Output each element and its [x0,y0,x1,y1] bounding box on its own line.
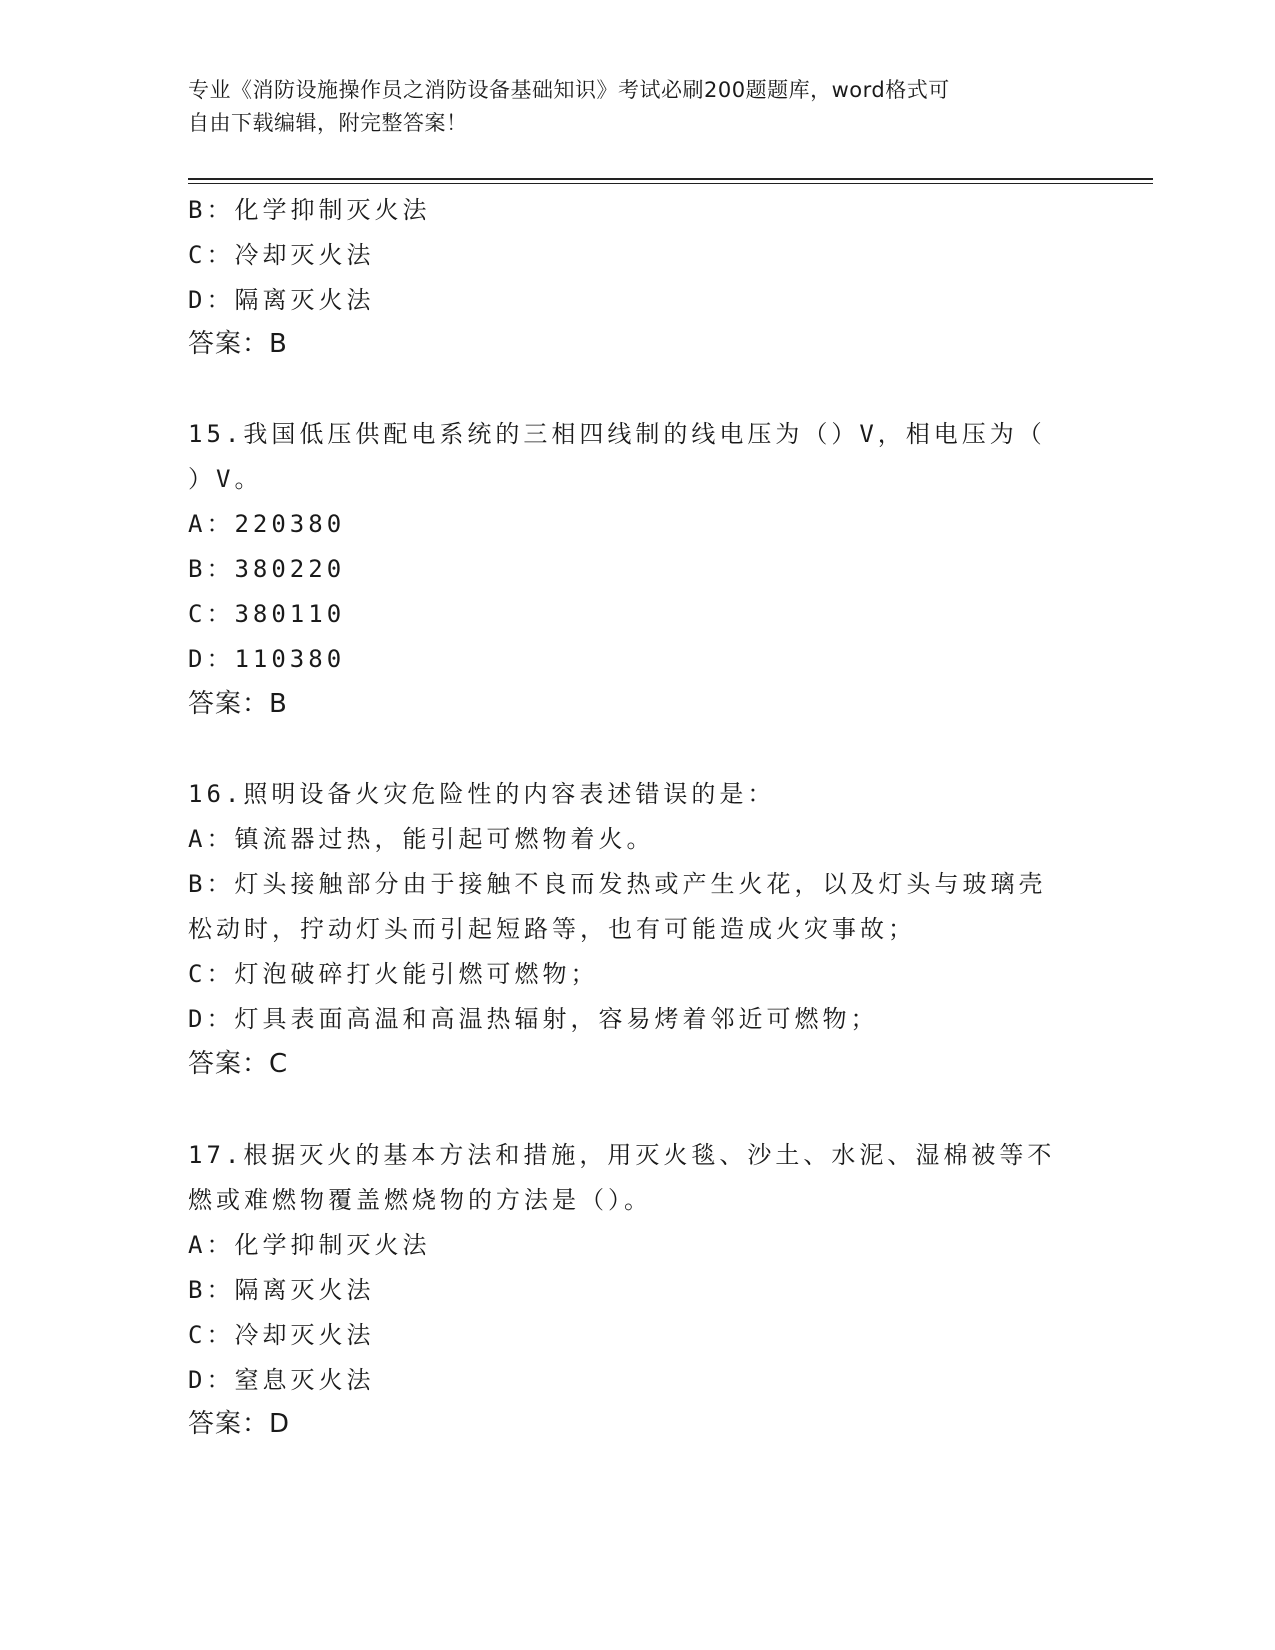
q16-option-d: D：灯具表面高温和高温热辐射，容易烤着邻近可燃物； [188,1005,879,1033]
q17-stem-line-1: 17.根据灭火的基本方法和措施，用灭火毯、沙土、水泥、湿棉被等不 [188,1141,1056,1169]
q16-option-b-line-2: 松动时，拧动灯头而引起短路等，也有可能造成火灾事故； [188,915,916,943]
q17-stem-line-2: 燃或难燃物覆盖燃烧物的方法是（）。 [188,1186,652,1214]
header-line-2: 自由下载编辑，附完整答案！ [188,111,468,135]
q16-stem: 16.照明设备火灾危险性的内容表述错误的是： [188,780,776,808]
q17-option-d: D：窒息灭火法 [188,1366,375,1394]
q17-option-a: A：化学抑制灭火法 [188,1231,431,1259]
document-header [188,74,1088,140]
q16-option-c: C：灯泡破碎打火能引燃可燃物； [188,960,599,988]
q15-option-d: D：110380 [188,645,346,673]
q17-option-c: C：冷却灭火法 [188,1321,375,1349]
header-divider-thin [188,183,1153,184]
q14-option-b: B：化学抑制灭火法 [188,196,431,224]
q16-option-a: A：镇流器过热，能引起可燃物着火。 [188,825,655,853]
q17-option-b: B：隔离灭火法 [188,1276,375,1304]
q15-stem-line-1: 15.我国低压供配电系统的三相四线制的线电压为（）V，相电压为（ [188,420,1046,448]
q14-answer: 答案：B [188,329,288,359]
q17-answer: 答案：D [188,1409,291,1439]
q15-option-a: A：220380 [188,510,346,538]
q16-answer: 答案：C [188,1049,289,1079]
q14-option-d: D：隔离灭火法 [188,286,375,314]
q15-option-c: C：380110 [188,600,346,628]
q15-answer: 答案：B [188,689,288,719]
header-divider-thick [188,178,1153,180]
q15-stem-line-2: ）V。 [188,465,263,493]
q14-option-c: C：冷却灭火法 [188,241,375,269]
q15-option-b: B：380220 [188,555,346,583]
header-line-1: 专业《消防设施操作员之消防设备基础知识》考试必刷200题题库，word格式可 [188,78,950,102]
q16-option-b-line-1: B：灯头接触部分由于接触不良而发热或产生火花，以及灯头与玻璃壳 [188,870,1047,898]
